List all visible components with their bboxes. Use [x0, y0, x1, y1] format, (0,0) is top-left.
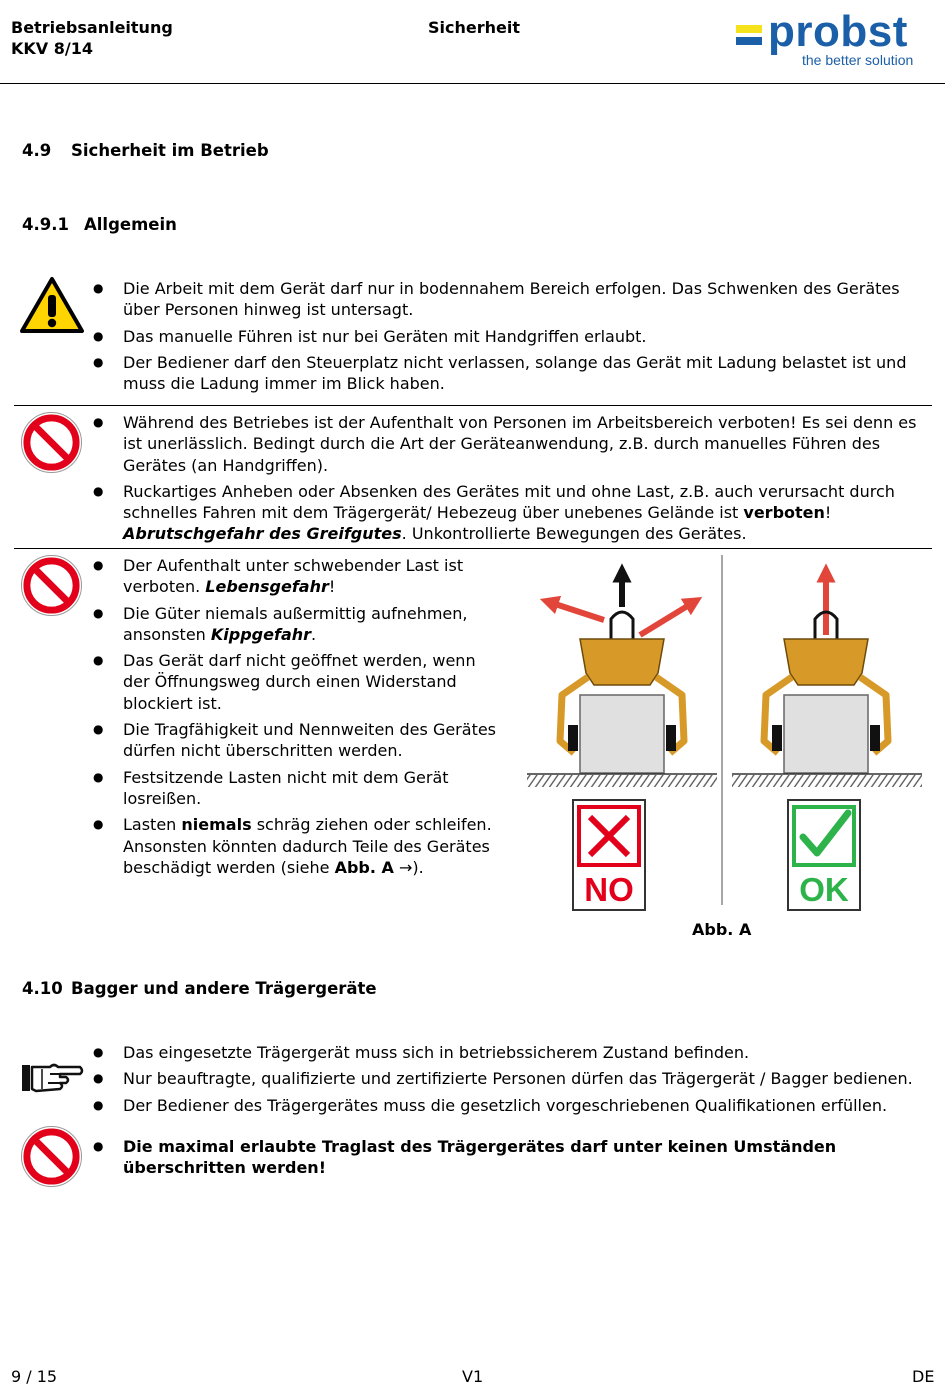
divider	[14, 405, 932, 406]
prohibition-icon	[20, 1125, 83, 1188]
text: . Unkontrollierte Bewegungen des Gerätes.	[401, 524, 747, 544]
list-item: ● Die maximal erlaubte Traglast des Trägergerätes darf unter keinen Umständen überschritten werden!	[93, 1136, 853, 1179]
text: →).	[393, 857, 424, 877]
list-general-rules	[93, 278, 928, 399]
text: Der Aufenthalt unter schwebender Last ist verboten.	[123, 556, 464, 597]
list-item: ● Nur beauftragte, qualifizierte und zertifizierte Personen dürfen das Trägergerät / Bagger bedienen.	[93, 1068, 928, 1089]
header-section: Sicherheit	[428, 18, 520, 37]
emphasis: verboten	[743, 503, 825, 523]
divider	[14, 548, 932, 549]
warning-icon	[19, 276, 85, 334]
list-item: ● Der Bediener des Trägergerätes muss die gesetzlich vorgeschriebenen Qualifikationen erfüllen.	[93, 1095, 928, 1116]
text: Die Güter niemals außermittig aufnehmen, ansonsten	[123, 603, 468, 644]
logo-tagline: the better solution	[802, 52, 914, 68]
text: !	[328, 577, 336, 597]
version: V1	[462, 1367, 484, 1386]
list-item	[93, 481, 928, 545]
text: Ruckartiges Anheben oder Absenken des Gerätes mit und ohne Last, z.B. auch verursacht durch schnelles Fahren mit dem Trägergerät/ Hebezeug über unebenes Gelände ist	[123, 481, 895, 523]
section-title-4-9-1: Allgemein	[84, 215, 177, 234]
probst-logo	[734, 7, 934, 70]
language: DE	[912, 1367, 935, 1386]
header-doc-type: Betriebsanleitung	[11, 18, 173, 37]
page-number: 9 / 15	[11, 1367, 58, 1386]
list-item	[93, 814, 503, 878]
correct-lift-scene	[732, 573, 922, 910]
section-number-4-9-1: 4.9.1	[22, 215, 69, 234]
wrong-lift-scene	[527, 573, 717, 910]
text: Lasten	[123, 815, 182, 835]
section-number-4-10: 4.10	[22, 979, 63, 998]
list-carrier-rules	[93, 1042, 928, 1121]
text: .	[311, 624, 317, 644]
text: !	[824, 503, 832, 523]
section-title-4-10: Bagger und andere Trägergeräte	[71, 979, 377, 998]
logo-blue-bar	[736, 37, 762, 45]
list-operation-rules	[93, 412, 928, 550]
list-item: ● Das eingesetzte Trägergerät muss sich in betriebssicherem Zustand befinden.	[93, 1042, 928, 1063]
list-item: ● Die Tragfähigkeit und Nennweiten des Gerätes dürfen nicht überschritten werden.	[93, 719, 503, 762]
figure-caption: Abb. A	[692, 920, 752, 939]
list-max-load	[93, 1136, 853, 1184]
figure-a-illustration	[522, 555, 926, 915]
prohibition-icon	[20, 554, 83, 617]
section-number-4-9: 4.9	[22, 141, 52, 160]
list-load-rules	[93, 555, 503, 883]
prohibition-icon	[20, 411, 83, 474]
list-item: ● Das Gerät darf nicht geöffnet werden, wenn der Öffnungsweg durch einen Widerstand blockiert ist.	[93, 650, 503, 714]
pointing-hand-icon	[20, 1059, 86, 1095]
list-item: ● Der Bediener darf den Steuerplatz nicht verlassen, solange das Gerät mit Ladung belastet ist und muss die Ladung immer im Blick haben.	[93, 352, 928, 395]
emphasis: niemals	[181, 815, 252, 835]
list-item: ● Das manuelle Führen ist nur bei Geräten mit Handgriffen erlaubt.	[93, 326, 928, 347]
header-rule	[0, 83, 945, 84]
logo-yellow-bar	[736, 25, 762, 33]
list-item: ● Die Arbeit mit dem Gerät darf nur in bodennahem Bereich erfolgen. Das Schwenken des Gerätes über Personen hinweg ist untersagt.	[93, 278, 928, 321]
header-model: KKV 8/14	[11, 39, 93, 58]
section-title-4-9: Sicherheit im Betrieb	[71, 141, 269, 160]
emphasis-italic: Kippgefahr	[210, 624, 312, 644]
list-item: ● Festsitzende Lasten nicht mit dem Gerät losreißen.	[93, 767, 503, 810]
ok-label: OK	[799, 871, 849, 908]
figure-reference: Abb. A	[334, 857, 394, 877]
list-item: ● Während des Betriebes ist der Aufenthalt von Personen im Arbeitsbereich verboten! Es sei denn es ist unerlässlich. Bedingt durch die Art der Geräteanwendung, z.B. durch manuelles Führen des Gerätes (an Handgriffen).	[93, 412, 928, 476]
text: schräg ziehen oder schleifen. Ansonsten könnten dadurch Teile des Gerätes beschädigt werden (siehe	[123, 815, 492, 877]
emphasis-italic: Lebensgefahr	[205, 577, 329, 597]
emphasis-italic: Abrutschgefahr des Greifgutes	[123, 524, 402, 544]
no-label: NO	[584, 871, 634, 908]
list-item	[93, 555, 503, 598]
list-item	[93, 603, 503, 646]
logo-text: probst	[768, 7, 908, 56]
